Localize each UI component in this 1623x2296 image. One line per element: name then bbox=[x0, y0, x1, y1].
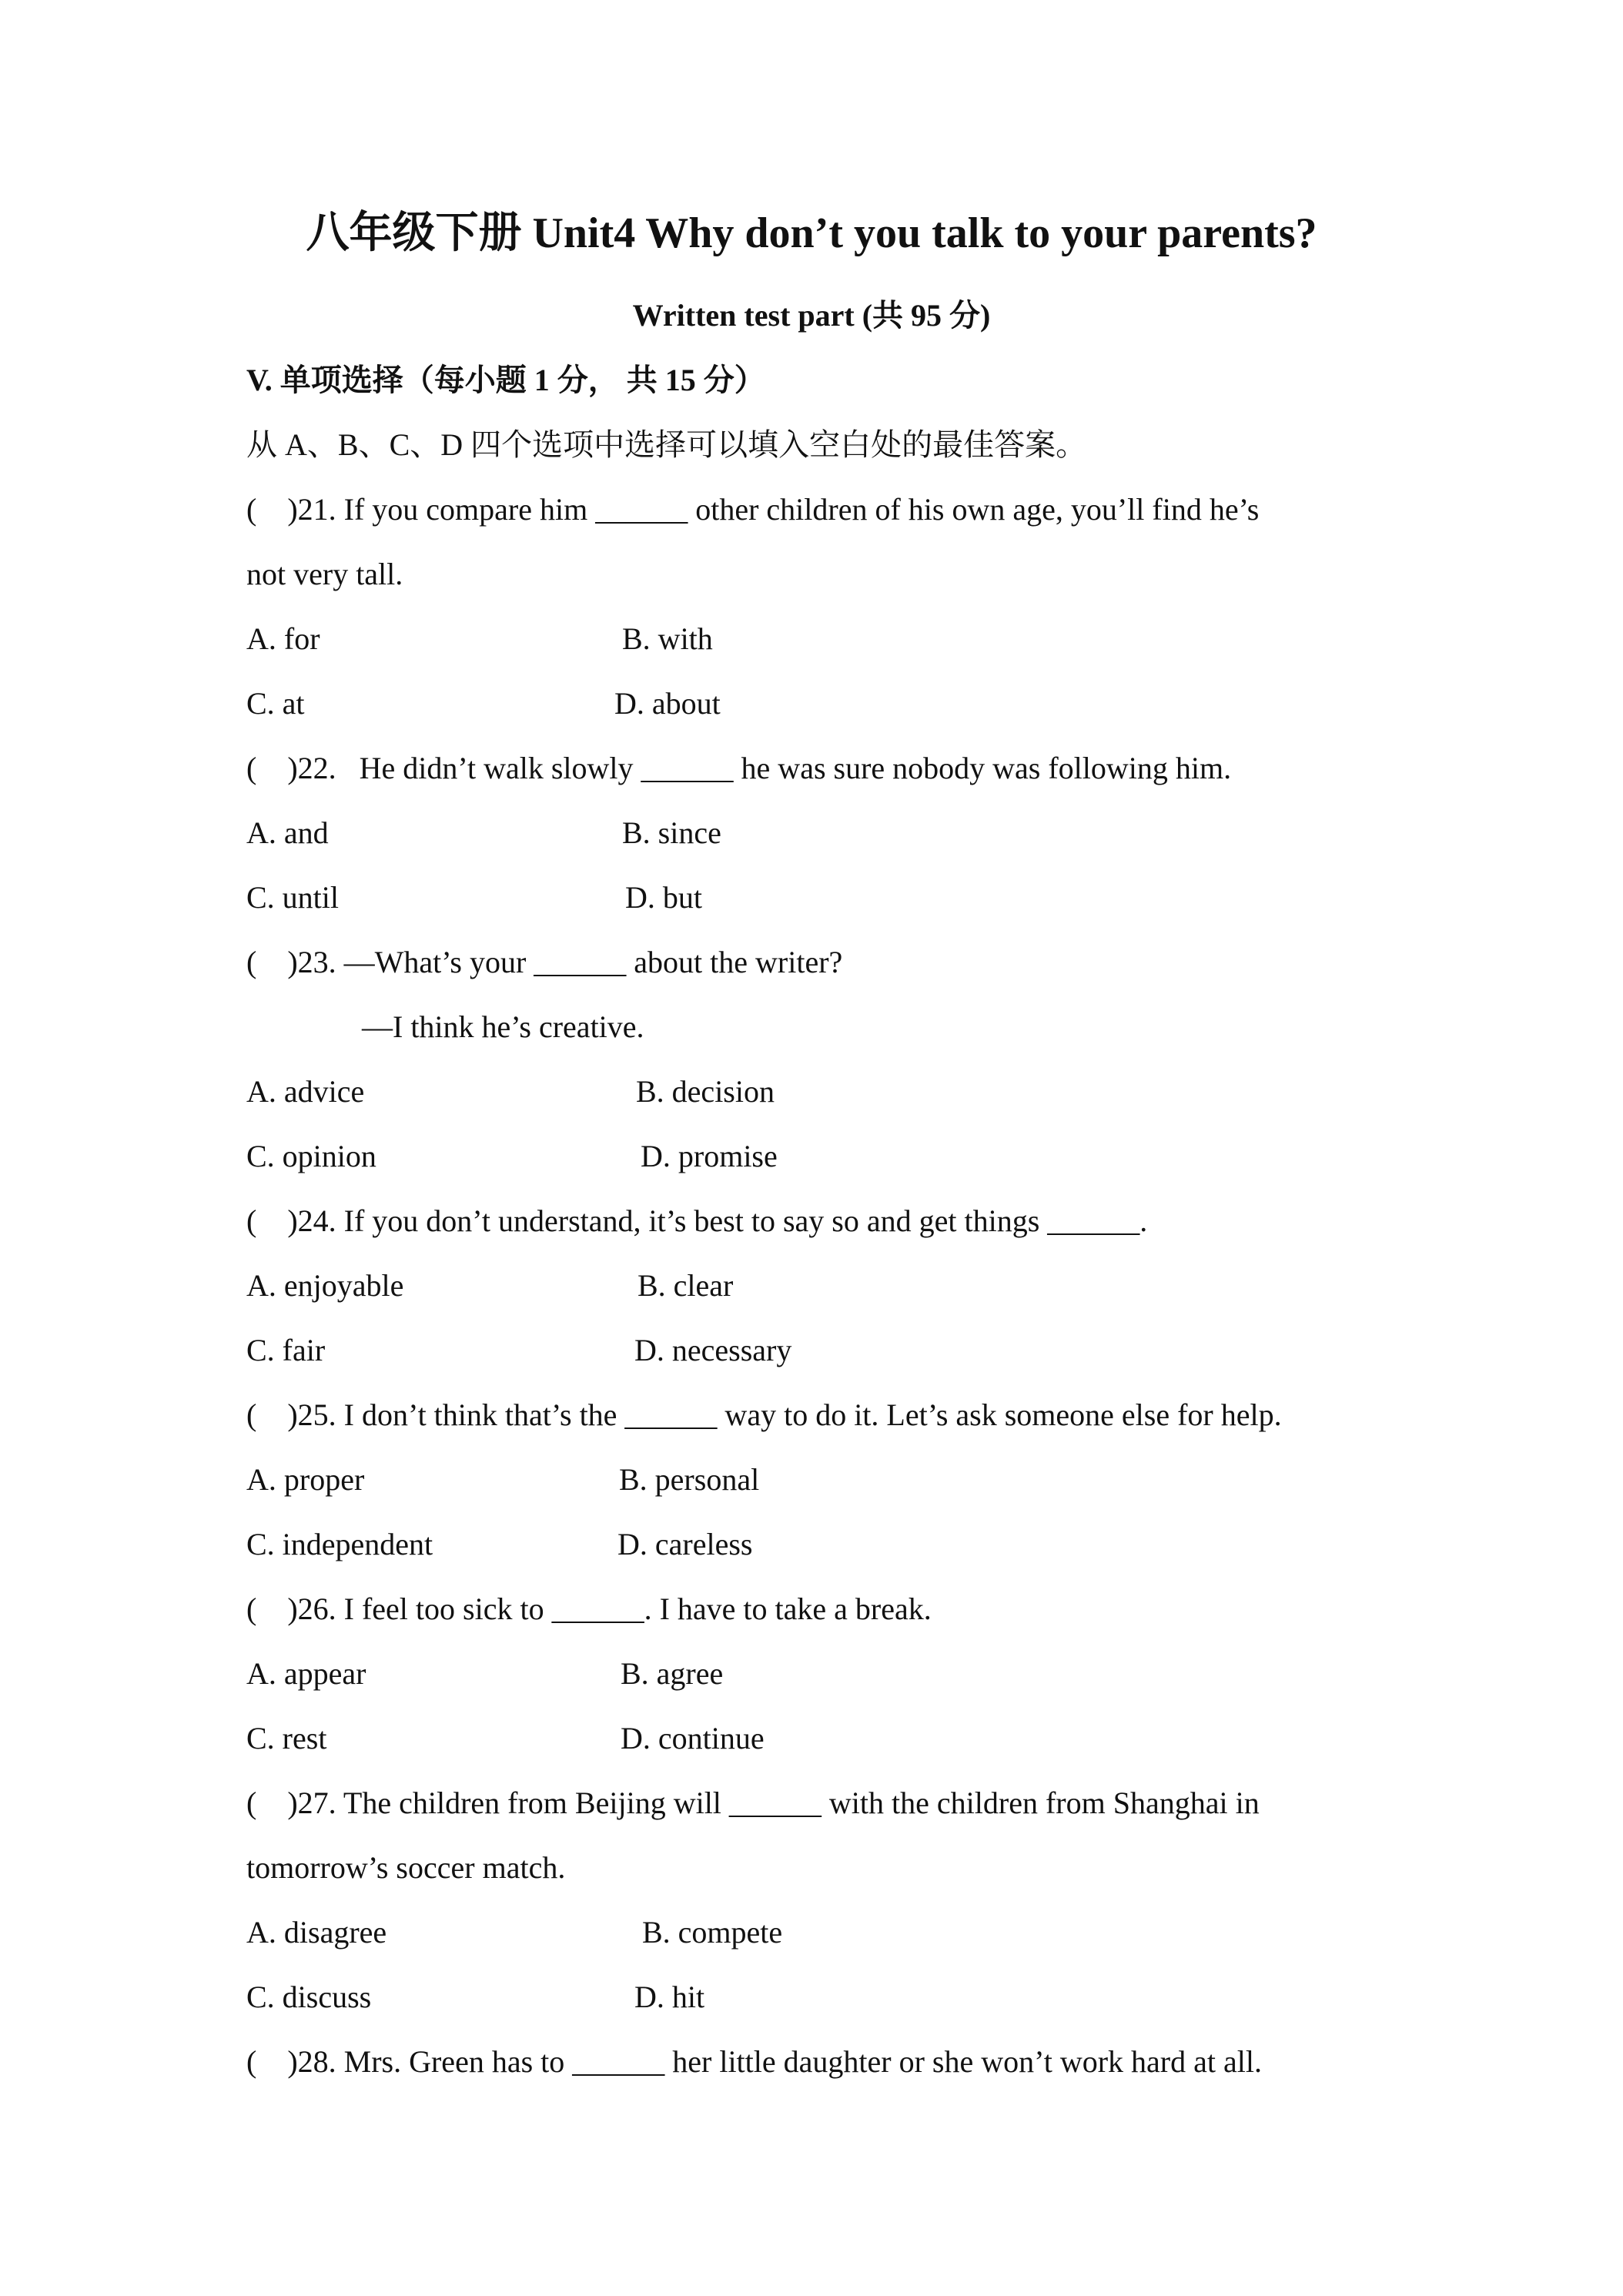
answer-paren: ( bbox=[246, 1397, 257, 1432]
question-line bbox=[246, 2042, 1262, 2082]
question-text: )28. Mrs. Green has to ______ her little daughter or she won’t work hard at all. bbox=[256, 2044, 1262, 2079]
option-a: A. proper bbox=[246, 1462, 365, 1497]
option-b: B. compete bbox=[642, 1915, 783, 1950]
page-subtitle: Written test part (共 95 分) bbox=[632, 298, 991, 333]
question-line bbox=[246, 1589, 932, 1629]
answer-paren: ( bbox=[246, 1786, 257, 1820]
option-c: C. rest bbox=[246, 1721, 327, 1755]
option-d: D. continue bbox=[621, 1721, 765, 1755]
question-line bbox=[246, 1395, 1282, 1435]
section-instruction: 从 A、B、C、D 四个选项中选择可以填入空白处的最佳答案。 bbox=[246, 427, 1087, 462]
option-d: D. promise bbox=[641, 1139, 778, 1173]
page-title: 八年级下册 Unit4 Why don’t you talk to your parents? bbox=[306, 209, 1317, 257]
question-line: —I think he’s creative. bbox=[362, 1009, 644, 1044]
option-a: A. advice bbox=[246, 1074, 365, 1109]
answer-paren: ( bbox=[246, 1203, 257, 1238]
option-a: A. enjoyable bbox=[246, 1268, 404, 1303]
option-a: A. for bbox=[246, 621, 320, 656]
option-d: D. hit bbox=[634, 1980, 705, 2014]
option-d: D. necessary bbox=[634, 1333, 792, 1367]
question-line bbox=[246, 942, 842, 982]
option-d: D. about bbox=[614, 686, 721, 721]
answer-paren: ( bbox=[246, 1591, 257, 1626]
option-c: C. discuss bbox=[246, 1980, 372, 2014]
option-d: D. but bbox=[625, 880, 702, 915]
question-text: )21. If you compare him ______ other children of his own age, you’ll find he’s bbox=[256, 492, 1260, 527]
option-c: C. independent bbox=[246, 1527, 433, 1561]
question-text: )27. The children from Beijing will ______ with the children from Shanghai in bbox=[256, 1786, 1260, 1820]
option-c: C. until bbox=[246, 880, 340, 915]
option-c: C. fair bbox=[246, 1333, 326, 1367]
question-text: )26. I feel too sick to ______. I have to take a break. bbox=[256, 1591, 932, 1626]
question-text: )23. —What’s your ______ about the writer? bbox=[256, 945, 843, 979]
question-line bbox=[246, 1783, 1260, 1823]
answer-paren: ( bbox=[246, 945, 257, 979]
option-a: A. and bbox=[246, 815, 329, 850]
question-line bbox=[246, 490, 1259, 530]
answer-paren: ( bbox=[246, 2044, 257, 2079]
option-b: B. personal bbox=[619, 1462, 760, 1497]
answer-paren: ( bbox=[246, 751, 257, 785]
option-c: C. opinion bbox=[246, 1139, 376, 1173]
question-text: )24. If you don’t understand, it’s best to say so and get things ______. bbox=[256, 1203, 1148, 1238]
question-line bbox=[246, 748, 1231, 788]
question-text: )22. He didn’t walk slowly ______ he was sure nobody was following him. bbox=[256, 751, 1232, 785]
option-a: A. appear bbox=[246, 1656, 366, 1691]
option-b: B. agree bbox=[621, 1656, 724, 1691]
option-c: C. at bbox=[246, 686, 305, 721]
option-d: D. careless bbox=[617, 1527, 753, 1561]
option-b: B. clear bbox=[637, 1268, 734, 1303]
question-line: not very tall. bbox=[246, 557, 403, 591]
question-line bbox=[246, 1201, 1147, 1241]
option-a: A. disagree bbox=[246, 1915, 387, 1950]
question-text: )25. I don’t think that’s the ______ way to do it. Let’s ask someone else for help. bbox=[256, 1397, 1282, 1432]
option-b: B. decision bbox=[636, 1074, 775, 1109]
option-b: B. with bbox=[622, 621, 713, 656]
answer-paren: ( bbox=[246, 492, 257, 527]
question-line: tomorrow’s soccer match. bbox=[246, 1850, 566, 1885]
section-heading: V. 单项选择（每小题 1 分， 共 15 分） bbox=[246, 363, 765, 397]
option-b: B. since bbox=[622, 815, 721, 850]
